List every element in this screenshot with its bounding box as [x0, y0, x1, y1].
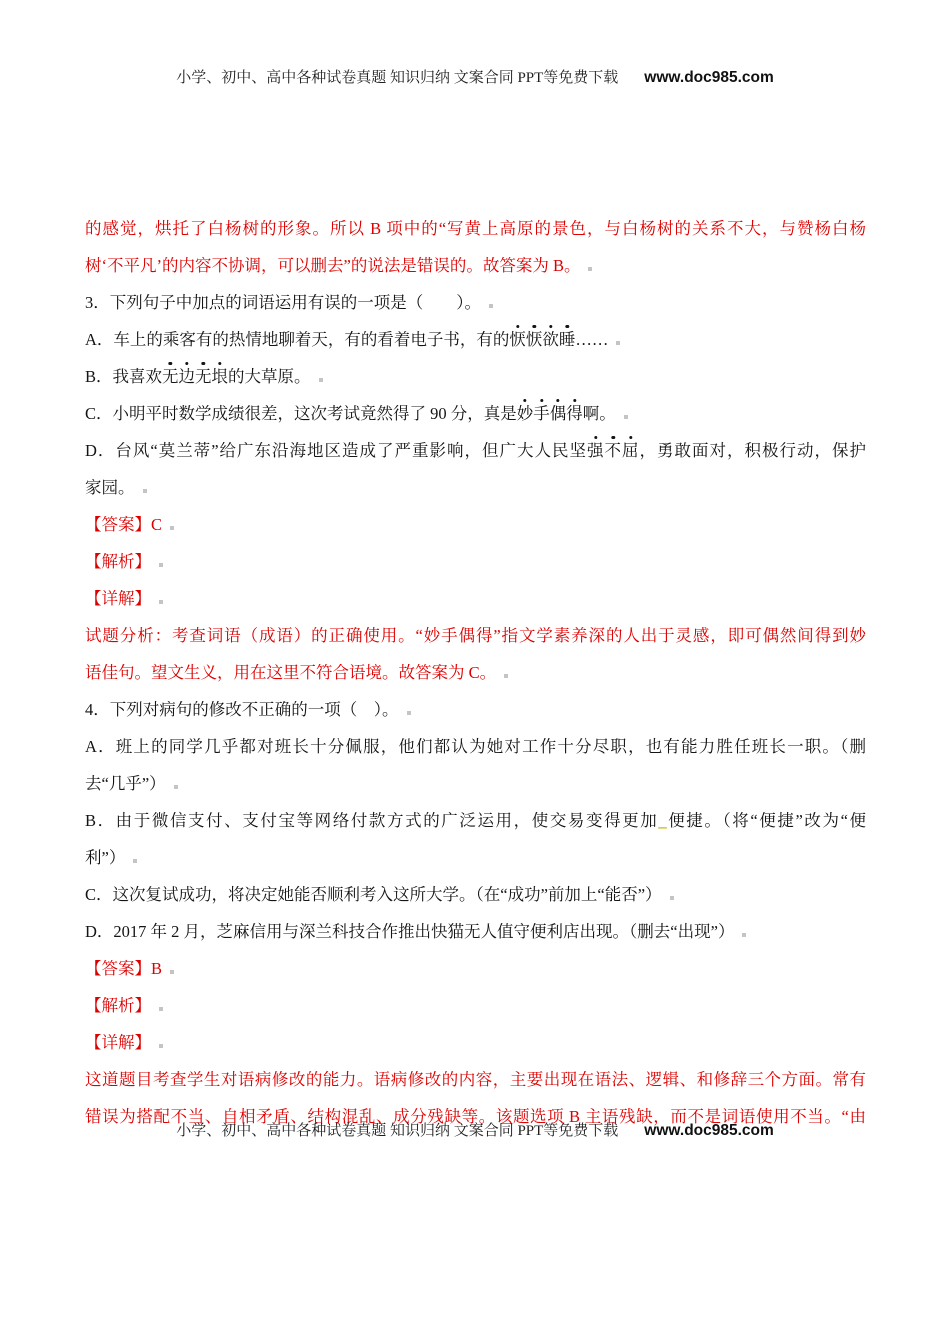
- emphasis-dot-char: 恹: [525, 330, 543, 349]
- paragraph-mark: [319, 378, 323, 382]
- text-line: [85, 728, 866, 765]
- text-run: 【详解】: [85, 589, 151, 608]
- paragraph-mark: [174, 785, 178, 789]
- paragraph-mark: [133, 859, 137, 863]
- paragraph-mark: [624, 415, 628, 419]
- emphasis-dot-char: 不: [604, 441, 623, 460]
- emphasis-dot-char: 欲: [542, 330, 559, 349]
- text-line: [85, 1061, 866, 1098]
- paragraph-mark: [489, 304, 493, 308]
- paragraph-mark: [159, 563, 163, 567]
- text-run: ，勇敢面对，积极行动，保护: [639, 441, 866, 460]
- text-line: [85, 284, 866, 321]
- paragraph-mark: [742, 933, 746, 937]
- paragraph-mark: [159, 1044, 163, 1048]
- paragraph-mark: [170, 970, 174, 974]
- text-run: D．台风“莫兰蒂”给广东沿海地区造成了严重影响，但广大人民坚: [85, 441, 588, 460]
- text-line: [85, 802, 866, 839]
- text-line: [85, 506, 866, 543]
- emphasis-dot-char: 睡: [558, 330, 576, 349]
- paragraph-mark: [588, 267, 592, 271]
- text-run: 去“几乎”）: [85, 774, 166, 793]
- footer-text: 小学、初中、高中各种试卷真题 知识归纳 文案合同 PPT等免费下载: [176, 1123, 619, 1139]
- emphasis-dot-char: 手: [533, 404, 550, 423]
- text-line: [85, 469, 866, 506]
- emphasis-dot-char: 无: [195, 367, 212, 386]
- emphasis-dot-char: 垠: [211, 367, 229, 386]
- text-line: [85, 913, 866, 950]
- text-run: 试题分析：考查词语（成语）的正确使用。“妙手偶得”指文学素养深的人出于灵感，即可偶然间得到妙: [85, 626, 866, 645]
- spellcheck-mark: _: [658, 811, 667, 830]
- text-run: 这道题目考查学生对语病修改的能力。语病修改的内容，主要出现在语法、逻辑、和修辞三个方面。常有: [85, 1070, 866, 1089]
- text-line: [85, 358, 866, 395]
- text-run: 家园。: [85, 478, 135, 497]
- text-line: [85, 247, 866, 284]
- text-line: [85, 321, 866, 358]
- text-run: C．这次复试成功，将决定她能否顺利考入这所大学。（在“成功”前加上“能否”）: [85, 885, 662, 904]
- text-run: 4．下列对病句的修改不正确的一项（ ）。: [85, 700, 399, 719]
- text-line: [85, 617, 866, 654]
- paragraph-mark: [616, 341, 620, 345]
- text-line: [85, 210, 866, 247]
- paragraph-mark: [504, 674, 508, 678]
- text-line: [85, 580, 866, 617]
- text-run: 3．下列句子中加点的词语运用有误的一项是（ ）。: [85, 293, 481, 312]
- paragraph-mark: [143, 489, 147, 493]
- document-content: [85, 210, 866, 1135]
- text-run: 便捷。（将“便捷”改为“便: [666, 811, 866, 830]
- text-run: 【答案】C: [85, 515, 163, 534]
- emphasis-dot-char: 得: [566, 404, 583, 423]
- text-run: 【解析】: [85, 996, 151, 1015]
- paragraph-mark: [407, 711, 411, 715]
- text-run: A．车上的乘客有的热情地聊着天，有的看着电子书，有的: [85, 330, 510, 349]
- emphasis-dot-char: 无: [162, 367, 179, 386]
- text-run: 利”）: [85, 848, 126, 867]
- text-run: B．我喜欢: [85, 367, 163, 386]
- text-run: 的感觉，烘托了白杨树的形象。所以 B 项中的“写黄上高原的景色，与白杨树的关系不大，与赞杨白杨: [85, 219, 866, 238]
- text-line: [85, 765, 866, 802]
- paragraph-mark: [159, 600, 163, 604]
- paragraph-mark: [159, 1007, 163, 1011]
- text-run: ……: [575, 330, 609, 349]
- text-line: [85, 876, 866, 913]
- text-run: 的大草原。: [228, 367, 311, 386]
- text-line: [85, 654, 866, 691]
- emphasis-dot-char: 恹: [509, 330, 526, 349]
- text-run: 【详解】: [85, 1033, 151, 1052]
- text-run: 【答案】B: [85, 959, 163, 978]
- page-header: [0, 66, 950, 87]
- emphasis-dot-char: 妙: [516, 404, 534, 423]
- text-line: [85, 395, 866, 432]
- text-line: [85, 987, 866, 1024]
- text-line: [85, 1024, 866, 1061]
- header-text: 小学、初中、高中各种试卷真题 知识归纳 文案合同 PPT等免费下载: [176, 70, 619, 86]
- text-line: [85, 432, 866, 469]
- footer-url-link[interactable]: www.doc985.com: [644, 1122, 774, 1139]
- emphasis-dot-char: 屈: [622, 441, 640, 460]
- text-line: [85, 950, 866, 987]
- text-run: A．班上的同学几乎都对班长十分佩服，他们都认为她对工作十分尽职，也有能力胜任班长一职。（删: [85, 737, 866, 756]
- text-run: 语佳句。望文生义，用在这里不符合语境。故答案为 C。: [85, 663, 497, 682]
- text-run: C．小明平时数学成绩很差，这次考试竟然得了 90 分，真是: [85, 404, 517, 423]
- text-line: [85, 691, 866, 728]
- text-line: [85, 543, 866, 580]
- paragraph-mark: [170, 526, 174, 530]
- text-run: 【解析】: [85, 552, 151, 571]
- emphasis-dot-char: 强: [587, 441, 605, 460]
- text-line: [85, 839, 866, 876]
- page-footer: [0, 1119, 950, 1140]
- text-run: 错误为搭配不当、自相矛盾、结构混乱、成分残缺等。该题选项 B 主语残缺，而不是词语使用不当。“由: [85, 1107, 866, 1126]
- header-url-link[interactable]: www.doc985.com: [644, 69, 774, 86]
- text-run: B．由于微信支付、支付宝等网络付款方式的广泛运用，使交易变得更加: [85, 811, 659, 830]
- emphasis-dot-char: 偶: [549, 404, 567, 423]
- text-run: 树‘不平凡’的内容不协调，可以删去”的说法是错误的。故答案为 B。: [85, 256, 581, 275]
- text-run: D．2017 年 2 月，芝麻信用与深兰科技合作推出快猫无人值守便利店出现。（删去“出现”）: [85, 922, 735, 941]
- text-run: 啊。: [582, 404, 616, 423]
- emphasis-dot-char: 边: [178, 367, 196, 386]
- paragraph-mark: [670, 896, 674, 900]
